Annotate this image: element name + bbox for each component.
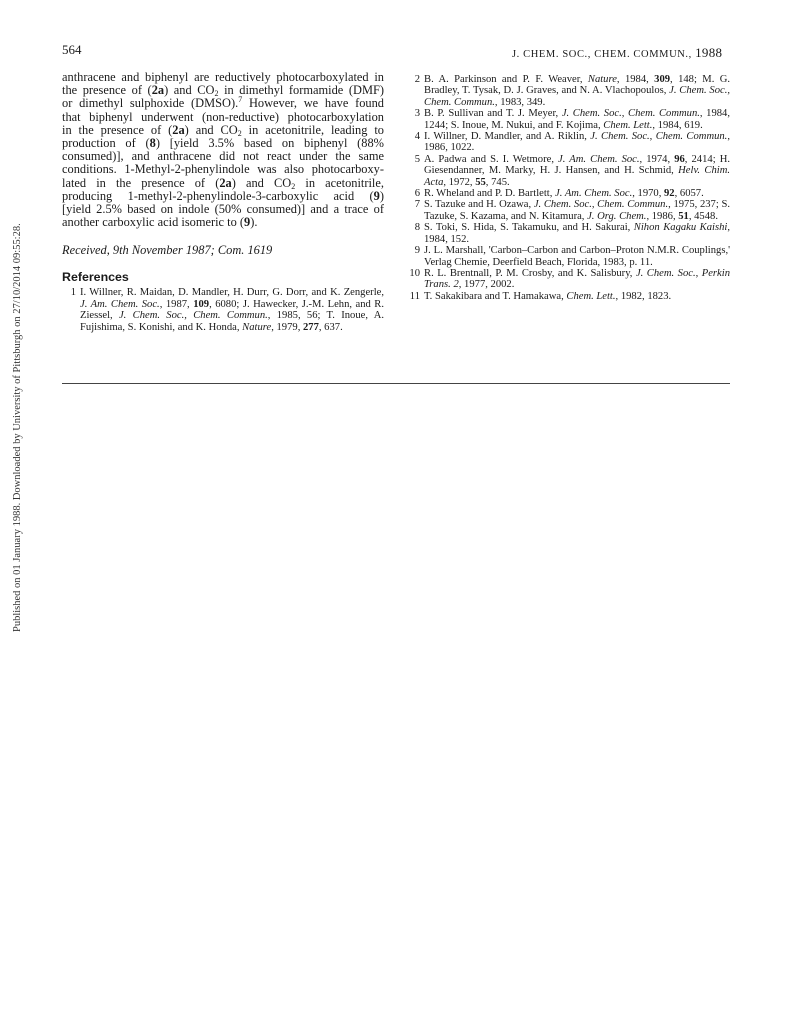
reference-text: S. Tazuke and H. Ozawa, J. Chem. Soc., Chem. Commun., 1975, 237; S. Tazuke, S. Kazama, and N. Kitamura, J. Org. Chem., 1986, 51, 4548. xyxy=(424,199,731,222)
body-paragraph xyxy=(62,71,384,229)
journal-year: 1988 xyxy=(695,45,723,60)
body-line: or dimethyl sulphoxide (DMSO).$^7$ However, we have found xyxy=(62,95,384,111)
reference-item xyxy=(408,291,730,302)
references-list-right xyxy=(408,74,730,302)
reference-number: 2 xyxy=(414,74,420,85)
reference-number: 5 xyxy=(414,153,420,165)
page-number: 564 xyxy=(62,42,82,57)
reference-number: 6 xyxy=(414,188,420,200)
reference-text: J. L. Marshall, 'Carbon–Carbon and Carbon–Proton N.M.R. Couplings,' Verlag Chemie, Deerfield Beach, Florida, 1983, p. 11. xyxy=(424,245,730,268)
body-line: conditions. 1-Methyl-2-phenylindole was also photocarboxy- xyxy=(62,162,384,177)
reference-item xyxy=(408,74,730,108)
body-line: another carboxylic acid isomeric to (9). xyxy=(62,215,258,230)
reference-text: I. Willner, R. Maidan, D. Mandler, H. Durr, G. Dorr, and K. Zengerle, J. Am. Chem. Soc., 1987, 109, 6080; J. Hawecker, J.-M. Lehn, and R. Ziessel, J. Chem. Soc., Chem. Commun., 1985, 56; T. Inoue, A. Fujishima, S. Konishi, and K. Honda, Nature, 1979, 277, 637. xyxy=(80,287,385,333)
reference-text: B. A. Parkinson and P. F. Weaver, Nature, 1984, 309, 148; M. G. Bradley, T. Tysak, D. J. Graves, and N. A. Vlachopoulos, J. Chem. Soc., Chem. Commun., 1983, 349. xyxy=(424,74,731,108)
body-line: production of (8) [yield 3.5% based on biphenyl (88% xyxy=(62,136,384,151)
body-line: lated in the presence of (2a) and $CO_2$ in acetonitrile, xyxy=(62,175,384,191)
reference-item xyxy=(408,222,730,245)
reference-text: I. Willner, D. Mandler, and A. Riklin, J. Chem. Soc., Chem. Commun., 1986, 1022. xyxy=(424,131,730,154)
reference-number: 1 xyxy=(70,287,76,299)
reference-item xyxy=(408,268,730,291)
reference-number: 11 xyxy=(409,290,420,302)
body-line: the presence of (2a) and $CO_2$ in dimethyl formamide (DMF) xyxy=(62,83,384,99)
reference-item xyxy=(408,245,730,268)
reference-number: 8 xyxy=(414,222,420,234)
journal-name: J. CHEM. SOC., CHEM. COMMUN., xyxy=(512,49,696,60)
body-line: producing 1-methyl-2-phenylindole-3-carboxylic acid (9) xyxy=(62,188,384,203)
publication-stamp xyxy=(0,0,23,660)
reference-item xyxy=(408,154,730,188)
reference-item xyxy=(408,131,730,154)
references-list-left xyxy=(62,287,384,333)
reference-number: 9 xyxy=(414,245,420,257)
reference-text: A. Padwa and S. I. Wetmore, J. Am. Chem. Soc., 1974, 96, 2414; H. Giesendanner, M. Marky, H. J. Hansen, and H. Schmid, Helv. Chim. Acta, 1972, 55, 745. xyxy=(424,153,731,188)
running-head xyxy=(512,45,722,61)
reference-text: B. P. Sullivan and T. J. Meyer, J. Chem. Soc., Chem. Commun., 1984, 1244; S. Inoue, M. Nukui, and F. Kojima, Chem. Lett., 1984, 619. xyxy=(424,108,730,131)
reference-text: S. Toki, S. Hida, S. Takamuku, and H. Sakurai, Nihon Kagaku Kaishi, 1984, 152. xyxy=(424,222,730,245)
reference-text: T. Sakakibara and T. Hamakawa, Chem. Lett., 1982, 1823. xyxy=(424,290,672,302)
reference-number: 4 xyxy=(414,131,420,143)
body-line: [yield 2.5% based on indole (50% consumed)] and a trace of xyxy=(62,202,384,217)
reference-item xyxy=(408,199,730,222)
reference-text: R. Wheland and P. D. Bartlett, J. Am. Chem. Soc., 1970, 92, 6057. xyxy=(424,188,704,200)
reference-item xyxy=(62,287,384,333)
body-line: anthracene and biphenyl are reductively photocarboxylated in xyxy=(62,70,384,84)
reference-item xyxy=(408,108,730,131)
left-column xyxy=(62,71,384,333)
reference-number: 3 xyxy=(414,108,420,120)
body-line: in the presence of (2a) and $CO_2$ in acetonitrile, leading to xyxy=(62,122,384,138)
body-line: consumed)], and anthracene did not react under the same xyxy=(62,149,384,164)
reference-number: 10 xyxy=(409,267,420,279)
reference-number: 7 xyxy=(414,199,420,211)
reference-item xyxy=(408,188,730,199)
body-line: that biphenyl underwent (non-reductive) photocarboxylation xyxy=(62,109,384,124)
reference-text: R. L. Brentnall, P. M. Crosby, and K. Salisbury, J. Chem. Soc., Perkin Trans. 2, 1977, 2002. xyxy=(424,267,730,291)
publication-stamp-text: Published on 01 January 1988. Downloaded by University of Pittsburgh on 27/10/2014 09:55:28. xyxy=(12,223,23,632)
references-heading: References xyxy=(62,270,129,285)
received-line: Received, 9th November 1987; Com. 1619 xyxy=(62,243,273,258)
page-divider xyxy=(62,383,730,384)
